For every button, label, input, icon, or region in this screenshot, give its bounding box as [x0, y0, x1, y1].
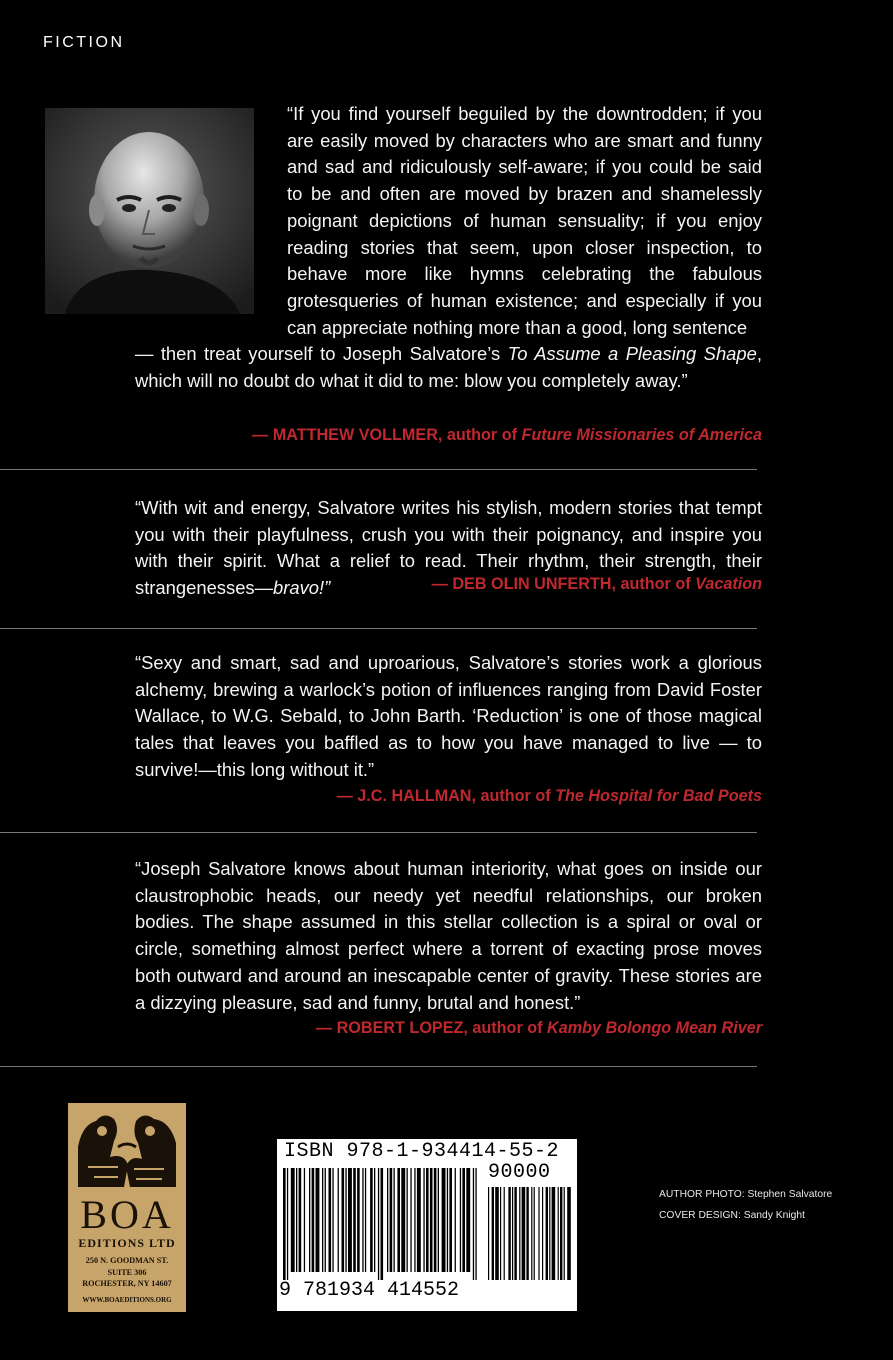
quote-4-attribution	[135, 1019, 762, 1038]
quote-1-work: Future Missionaries of America	[521, 426, 762, 444]
author-portrait-image	[45, 108, 254, 314]
publisher-name: BOA	[80, 1192, 174, 1237]
woodcut-illustration	[74, 1107, 180, 1191]
quote-2-author: — DEB OLIN UNFERTH, author of	[431, 574, 696, 593]
photo-credit-name: Stephen Salvatore	[747, 1189, 833, 1200]
design-credit	[659, 1205, 832, 1226]
quote-4-work: Kamby Bolongo Mean River	[547, 1019, 762, 1038]
isbn-number: ISBN 978-1-934414-55-2	[284, 1140, 560, 1163]
credits	[659, 1184, 832, 1226]
address-line: 250 N. GOODMAN ST.	[85, 1256, 169, 1265]
quote-1-text-top: “If you find yourself beguiled by the downtrodden; if you are easily moved by characters who are smart and funny and sad and ridiculously self-aware; if you could be said to be and often are moved by brazen and shamelessly poignant depictions of human sensuality; if you enjoy reading stories that seem, upon closer inspection, to behave more like hymns celebrating the fabulous grotesqueries of human existence; and especially if you can appreciate nothing more than a good, long sentence	[287, 103, 762, 338]
address-line: SUITE 306	[107, 1267, 147, 1277]
divider	[0, 1066, 757, 1067]
publisher-subtitle: EDITIONS LTD	[78, 1236, 176, 1250]
photo-credit-label: AUTHOR PHOTO:	[659, 1189, 745, 1200]
quote-3-work: The Hospital for Bad Poets	[555, 786, 762, 805]
quote-3	[135, 650, 762, 806]
quote-2-body: “With wit and energy, Salvatore writes his stylish, modern stories that tempt you with their playfulness, crush you with their poignancy, and inspire you with their spirit. What a relief to read. Their rhythm, their strength, their strangenesses—	[135, 497, 762, 599]
quote-3-author: — J.C. HALLMAN, author of	[336, 786, 556, 805]
quote-4-text: “Joseph Salvatore knows about human interiority, what goes on inside our claustrophobic heads, our needy yet needful relationships, our broken bodies. The shape assumed in this stellar collection is a spiral or oval or circle, something almost perfect where a torrent of exacting prose moves both outward and around an inescapable center of gravity. These stories are a dizzying pleasure, sad and funny, brutal and honest.”	[135, 858, 762, 1013]
quote-2-exclamation: bravo!”	[273, 577, 331, 599]
publisher-address	[68, 1255, 186, 1290]
quote-2-work: Vacation	[695, 574, 762, 593]
address-line: ROCHESTER, NY 14607	[82, 1279, 172, 1288]
price-code: 90000	[488, 1161, 551, 1184]
publisher-website: WWW.BOAEDITIONS.ORG	[82, 1296, 172, 1304]
quote-1-text-bottom	[135, 341, 762, 394]
design-credit-name: Sandy Knight	[743, 1210, 805, 1221]
quote-3-attribution	[135, 787, 762, 806]
design-credit-label: COVER DESIGN:	[659, 1210, 741, 1221]
quote-1-text-end: , which will no doubt do what it did to me: blow you completely away.”	[135, 343, 762, 391]
quote-4-author: — ROBERT LOPEZ, author of	[315, 1019, 548, 1038]
genre-label: FICTION	[43, 34, 125, 51]
barcode-digits: 9 781934 414552	[279, 1279, 460, 1302]
quote-1-author: — MATTHEW VOLLMER, author of	[252, 426, 522, 444]
book-title: To Assume a Pleasing Shape	[507, 343, 757, 364]
quote-2	[135, 495, 762, 599]
quote-3-text: “Sexy and smart, sad and uproarious, Salvatore’s stories work a glorious alchemy, brewing a warlock’s potion of influences ranging from David Foster Wallace, to W.G. Sebald, to John Barth. ‘Reduction’ is one of those magical tales that leaves you baffled as to how you have managed to live — to survive!—this long without it.”	[135, 652, 762, 780]
quote-1-attribution	[135, 426, 762, 445]
publisher-logo	[68, 1103, 186, 1312]
isbn-barcode	[277, 1139, 577, 1311]
quote-1-text-part: — then treat yourself to Joseph Salvatore’s	[135, 343, 508, 364]
divider	[0, 628, 757, 629]
divider	[0, 832, 757, 833]
divider	[0, 469, 757, 470]
author-photo	[45, 108, 254, 314]
photo-credit	[659, 1184, 832, 1205]
quote-4	[135, 856, 762, 1038]
